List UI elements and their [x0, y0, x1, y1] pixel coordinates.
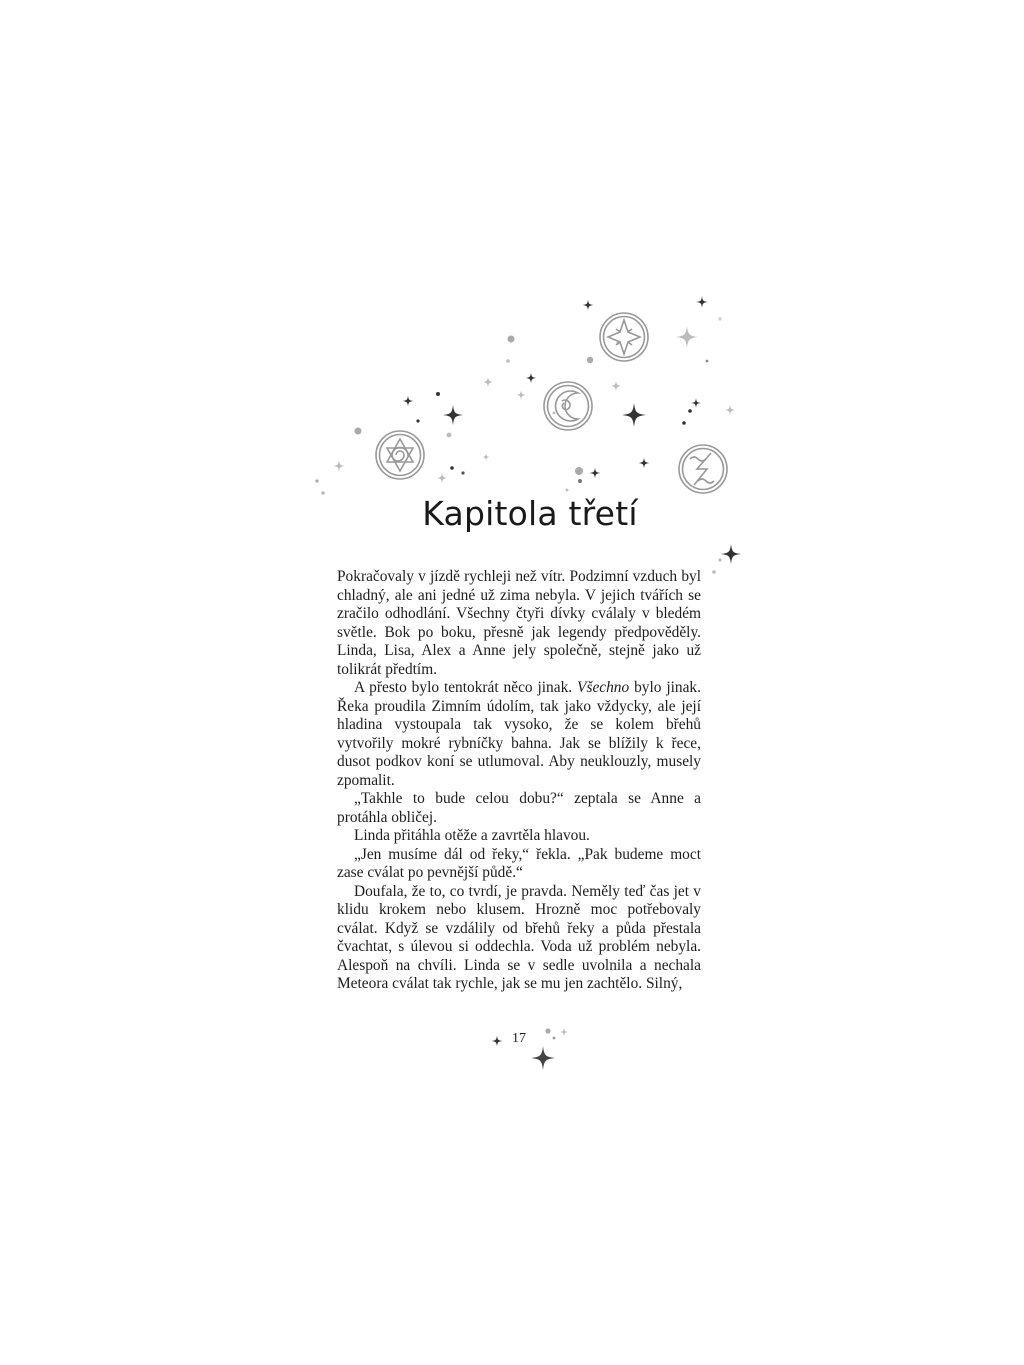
- paragraph: Linda přitáhla otěže a zavrtěla hlavou.: [354, 827, 590, 844]
- sparkle-icon: [560, 1028, 569, 1037]
- sparkle-icon: [691, 398, 701, 408]
- page-number: 17: [512, 1031, 526, 1046]
- footer-ornament: [480, 1020, 590, 1080]
- paragraph: „Takhle to bude celou dobu?“ zeptala se Anne a protáhla obličej.: [337, 790, 701, 826]
- paragraph: „Jen musíme dál od řeky,“ řekla. „Pak budeme moct zase cválat po pevnější půdě.“: [337, 845, 701, 881]
- sparkle-icon: [639, 458, 650, 469]
- sparkle-icon: [482, 453, 490, 461]
- paragraph: Doufala, že to, co tvrdí, je pravda. Neměly teď čas jet v klidu krokem nebo klusem. Hrozně moc potřebovaly cválat. Když se vzdálily od břehů řeky a půda přestala čvachtat, s úlevou si oddechla. Voda už problém nebyla. Alespoň na chvíli. Linda se v sedle uvolnila a nechala Meteora cválat tak rychle, jak se mu jen zachtělo. Silný,: [337, 882, 701, 992]
- emphasis: Všechno: [577, 679, 630, 696]
- sparkle-icon: [443, 405, 463, 425]
- sparkle-icon: [583, 300, 594, 311]
- sparkle-icon: [611, 381, 622, 392]
- sparkle-icon: [526, 373, 537, 384]
- moon-rune-icon: [544, 382, 592, 430]
- star-rune-icon: [600, 313, 648, 361]
- star-ornament: [300, 285, 760, 595]
- sparkle-icon: [725, 405, 736, 416]
- paragraph: Pokračovaly v jízdě rychleji než vítr. Podzimní vzduch byl chladný, ale ani jedné už zima nebyla. V jejich tvářích se zračilo odhodlání. Všechny čtyři dívky cválaly v bledém světle. Bok po boku, přesně jak legendy předpověděly. Linda, Lisa, Alex a Anne jely společně, stejně jako už tolikrát předtím.: [337, 568, 701, 678]
- sparkle-icon: [437, 473, 448, 484]
- sparkle-icon: [516, 390, 526, 400]
- lightning-rune-icon: [679, 445, 727, 493]
- sparkle-icon: [403, 396, 414, 407]
- text-span: A přesto bylo tentokrát něco jinak.: [354, 679, 573, 696]
- sparkle-icon: [483, 377, 494, 388]
- paragraph: [337, 679, 701, 790]
- sparkle-icon: [492, 1036, 503, 1047]
- sparkle-icon: [622, 403, 646, 427]
- sparkle-icon: [531, 1046, 555, 1070]
- chapter-body: [337, 568, 701, 994]
- sparkle-icon: [333, 460, 345, 472]
- sun-rune-icon: [376, 431, 424, 479]
- sparkle-icon: [676, 326, 698, 348]
- sparkle-icon: [696, 296, 708, 308]
- sparkle-icon: [721, 544, 741, 564]
- text-span: bylo jinak. Řeka proudila Zimním údolím, tak jako vždycky, ale její hladina vystoupala tak vysoko, že se kolem břehů vytvořily mokré rybníčky bahna. Jak se blížily k řece, dusot podkov koní se utlumoval. Aby neuklouzly, musely zpomalit.: [337, 679, 701, 789]
- chapter-title: Kapitola třetí: [422, 494, 638, 533]
- sparkle-icon: [590, 468, 601, 479]
